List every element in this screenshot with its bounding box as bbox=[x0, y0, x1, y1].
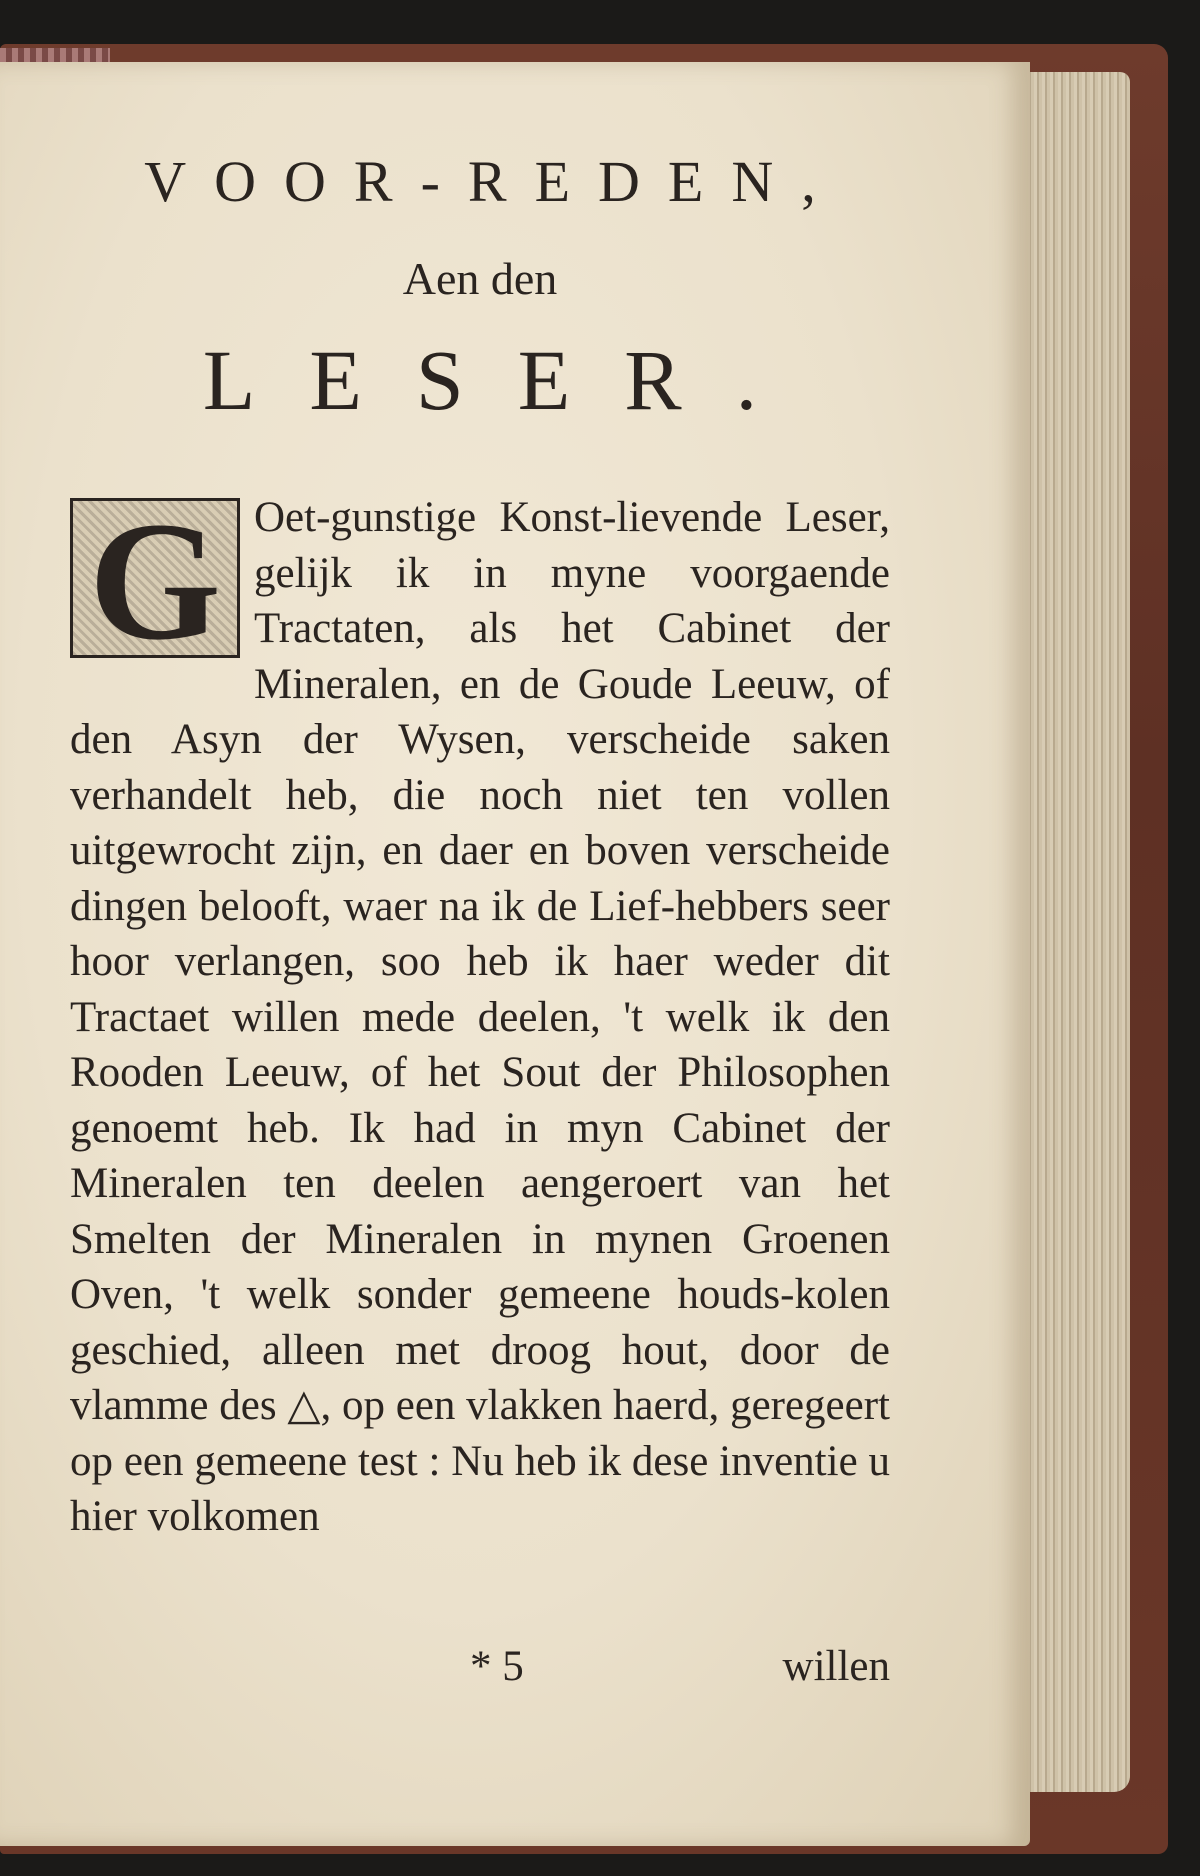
initial-letter: G bbox=[88, 487, 222, 675]
page-subheading: Aen den bbox=[402, 253, 558, 304]
text-block bbox=[70, 122, 890, 1545]
catchline bbox=[70, 1642, 890, 1702]
signature-mark: * 5 bbox=[470, 1643, 524, 1690]
decorated-initial-icon bbox=[70, 487, 240, 675]
body-section bbox=[70, 487, 890, 1545]
catchword: willen bbox=[782, 1643, 890, 1690]
page-heading: VOOR-REDEN, bbox=[144, 149, 844, 214]
body-paragraph: Oet-gunstige Konst-lievende Leser, gelijk ik in myne voorgaende Tractaten, als het Cabinet der Mineralen, en de Goude Leeuw, of den Asyn der Wysen, verscheide saken verhandelt heb, die noch niet ten vollen uitgewrocht zijn, en daer en boven verscheide dingen belooft, waer na ik de Lief-hebbers seer hoor verlangen, soo heb ik haer weder dit Tractaet willen mede deelen, 't welk ik den Rooden Leeuw, of het Sout der Philosophen genoemt heb. Ik had in myn Cabinet der Mineralen ten deelen aengeroert van het Smelten der Mineralen in mynen Groenen Oven, 't welk sonder gemeene houds-kolen geschied, alleen met droog hout, door de vlamme des △, op een vlakken haerd, geregeert op een gemeene test : Nu heb ik dese inventie u hier volkomen bbox=[70, 494, 890, 1540]
book-page bbox=[0, 62, 1030, 1846]
page-title: LESER. bbox=[202, 332, 812, 428]
